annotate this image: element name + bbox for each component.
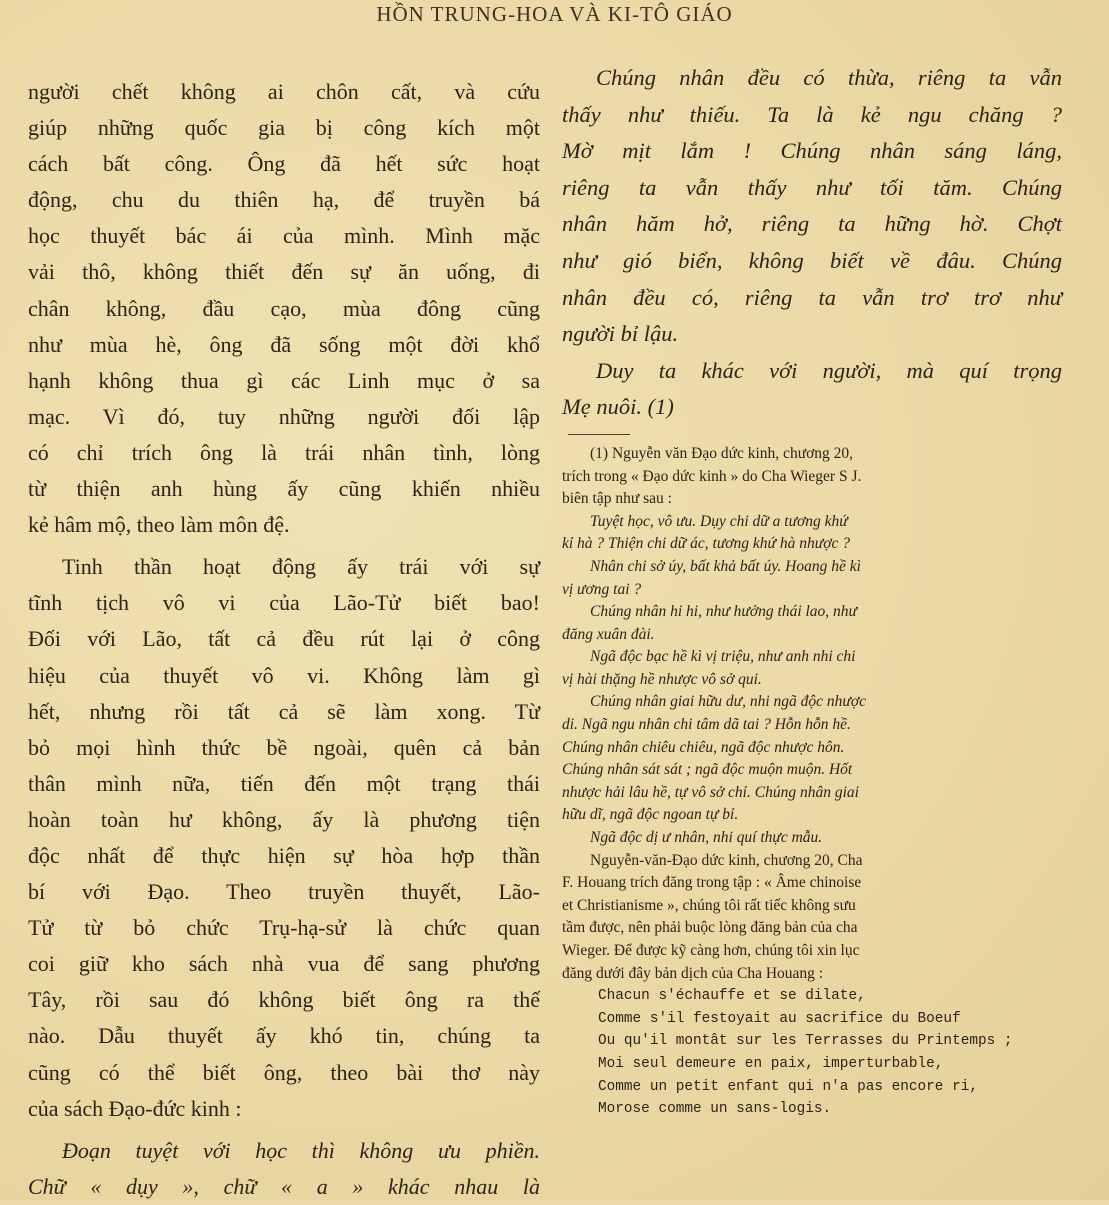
french-verse-line: Morose comme un sans-logis.: [598, 1101, 832, 1118]
text-line: vải thô, không thiết đến sự ăn uống, đi: [28, 259, 540, 285]
text-line: Chữ « dụy », chữ « a » khác nhau là: [28, 1173, 540, 1199]
poem-line: Duy ta khác với người, mà quí trọng: [596, 357, 1062, 383]
footnote-rule: [568, 434, 630, 435]
text-line: người chết không ai chôn cất, và cứu: [28, 79, 540, 104]
text-line: cách bất công. Ông đã hết sức hoạt: [28, 151, 540, 177]
footnote-line: di. Ngã ngu nhân chi tâm dã tai ? Hỗn hỗn hề.: [562, 716, 851, 734]
text-line: độc nhất để thực hiện sự hòa hợp thần: [28, 842, 540, 868]
page-header: HỒN TRUNG-HOA VÀ KI-TÔ GIÁO: [376, 2, 733, 26]
paragraph-2: [28, 549, 540, 1127]
text-line: Đoạn tuyệt với học thì không ưu phiền.: [62, 1137, 540, 1163]
footnote-line: trích trong « Đạo dức kinh » do Cha Wieger S J.: [562, 467, 862, 485]
footnote-line: Chúng nhân giai hữu dư, nhi ngã độc nhược: [590, 693, 867, 711]
footnote-line: kỉ hà ? Thiện chi dữ ác, tương khứ hà nhược ?: [562, 535, 850, 553]
paragraph-3-poem: [28, 1133, 540, 1205]
text-line: nào. Dẫu thuyết ấy khó tin, chúng ta: [28, 1023, 540, 1049]
poem-line: riêng ta vẫn thấy như tối tăm. Chúng: [562, 174, 1062, 200]
text-line: coi giữ kho sách nhà vua để sang phương: [28, 951, 540, 977]
text-line: hạnh không thua gì các Linh mục ở sa: [28, 367, 540, 393]
text-line: bí với Đạo. Theo truyền thuyết, Lão-: [28, 879, 540, 905]
footnote-line: vị ương tai ?: [562, 580, 642, 598]
text-line: từ thiện anh hùng ấy cũng khiến nhiều: [28, 476, 540, 502]
french-verse-line: Moi seul demeure en paix, imperturbable,: [598, 1055, 944, 1072]
footnotes: [562, 443, 1062, 1121]
footnote-line: (1) Nguyễn văn Đạo dức kinh, chương 20,: [590, 444, 854, 462]
text-line: kẻ hâm mộ, theo làm môn đệ.: [28, 512, 290, 538]
footnote-line: Wieger. Để được kỹ càng hơn, chúng tôi xin lục: [562, 942, 860, 959]
footnote-line: hữu dĩ, ngã độc ngoan tự bỉ.: [562, 806, 739, 824]
right-column: [562, 60, 1062, 1121]
footnote-line: biên tập như sau :: [562, 490, 672, 508]
paragraph-1: [28, 74, 540, 543]
footnote-line: F. Houang trích đăng trong tập : « Âme chinoise: [562, 874, 862, 892]
footnote-line: et Christianisme », chúng tôi rất tiếc không sưu: [562, 896, 856, 914]
text-line: bỏ mọi hình thức bề ngoài, quên cả bản: [28, 734, 540, 760]
poem-block: [562, 60, 1062, 426]
poem-line: Mẹ nuôi. (1): [562, 394, 674, 420]
poem-line: như gió biển, không biết về đâu. Chúng: [562, 247, 1062, 273]
poem-line: người bỉ lậu.: [562, 321, 679, 347]
poem-line: Chúng nhân đều có thừa, riêng ta vẫn: [596, 65, 1062, 90]
footnote-line: Ngã độc bạc hề kì vị triệu, như anh nhi chi: [590, 648, 856, 666]
text-line: Đối với Lão, tất cả đều rút lại ở công: [28, 626, 540, 652]
text-line: tĩnh tịch vô vi của Lão-Tử biết bao!: [28, 590, 540, 616]
text-line: học thuyết bác ái của mình. Mình mặc: [28, 223, 540, 249]
poem-line: Mờ mịt lắm ! Chúng nhân sáng láng,: [562, 138, 1062, 164]
poem-line: thấy như thiếu. Ta là kẻ ngu chăng ?: [562, 101, 1062, 127]
footnote-line: Nhân chi sở úy, bất khả bất úy. Hoang hề kì: [590, 557, 861, 575]
footnote-line: vị hài thặng hề nhược vô sở qui.: [562, 670, 762, 688]
french-verse-line: Comme s'il festoyait au sacrifice du Boeuf: [598, 1010, 961, 1027]
footnote-line: tầm được, nên phải buộc lòng đăng bản của cha: [562, 919, 858, 937]
footnote-line: đăng xuân đài.: [562, 625, 655, 643]
text-line: Tây, rồi sau đó không biết ông ra thế: [28, 987, 540, 1013]
footnote-line: Chúng nhân chiêu chiêu, ngã độc nhược hôn.: [562, 738, 845, 756]
text-line: có chỉ trích ông là trái nhân tình, lòng: [28, 439, 540, 465]
text-line: như mùa hè, ông đã sống một đời khổ: [28, 331, 540, 357]
footnote-line: Tuyệt học, vô ưu. Dụy chi dữ a tương khứ: [590, 512, 848, 530]
text-line: Tử từ bỏ chức Trụ-hạ-sử là chức quan: [28, 915, 540, 941]
text-line: động, chu du thiên hạ, để truyền bá: [28, 187, 540, 213]
footnote-line: đăng dưới đây bản dịch của Cha Houang :: [562, 964, 824, 982]
poem-line: nhân đều có, riêng ta vẫn trơ trơ như: [562, 284, 1062, 310]
text-line: hết, nhưng rồi tất cả sẽ làm xong. Từ: [28, 698, 540, 724]
text-line: chân không, đầu cạo, mùa đông cũng: [28, 295, 540, 321]
footnote-line: Nguyễn-văn-Đạo dức kinh, chương 20, Cha: [590, 851, 863, 869]
french-verse-line: Comme un petit enfant qui n'a pas encore ri,: [598, 1078, 978, 1095]
text-line: giúp những quốc gia bị công kích một: [28, 115, 540, 141]
footnote-line: Chúng nhân hi hi, như hưởng thái lao, như: [590, 603, 858, 621]
text-line: hiệu của thuyết vô vi. Không làm gì: [28, 662, 540, 688]
text-line: mạc. Vì đó, tuy những người đối lập: [28, 403, 540, 429]
french-verse-line: Chacun s'échauffe et se dilate,: [598, 988, 866, 1005]
text-line: cũng có thể biết ông, theo bài thơ này: [28, 1059, 540, 1085]
text-line: hoàn toàn hư không, ấy là phương tiện: [28, 806, 540, 832]
text-line: thân mình nữa, tiến đến một trạng thái: [28, 770, 540, 796]
poem-line: nhân hăm hở, riêng ta hững hờ. Chợt: [562, 211, 1062, 237]
footnote-line: nhược hải lâu hề, tự vô sở chỉ. Chúng nhân giai: [562, 783, 859, 801]
footnote-line: Chúng nhân sát sát ; ngã độc muộn muộn. Hốt: [562, 761, 853, 779]
left-column: [28, 74, 540, 1205]
text-line: của sách Đạo-đức kinh :: [28, 1095, 242, 1121]
footnote-line: Ngã độc dị ư nhân, nhi quí thực mẫu.: [590, 829, 823, 847]
french-verse-line: Ou qu'il montât sur les Terrasses du Printemps ;: [598, 1033, 1013, 1050]
text-line: Tinh thần hoạt động ấy trái với sự: [62, 554, 540, 580]
